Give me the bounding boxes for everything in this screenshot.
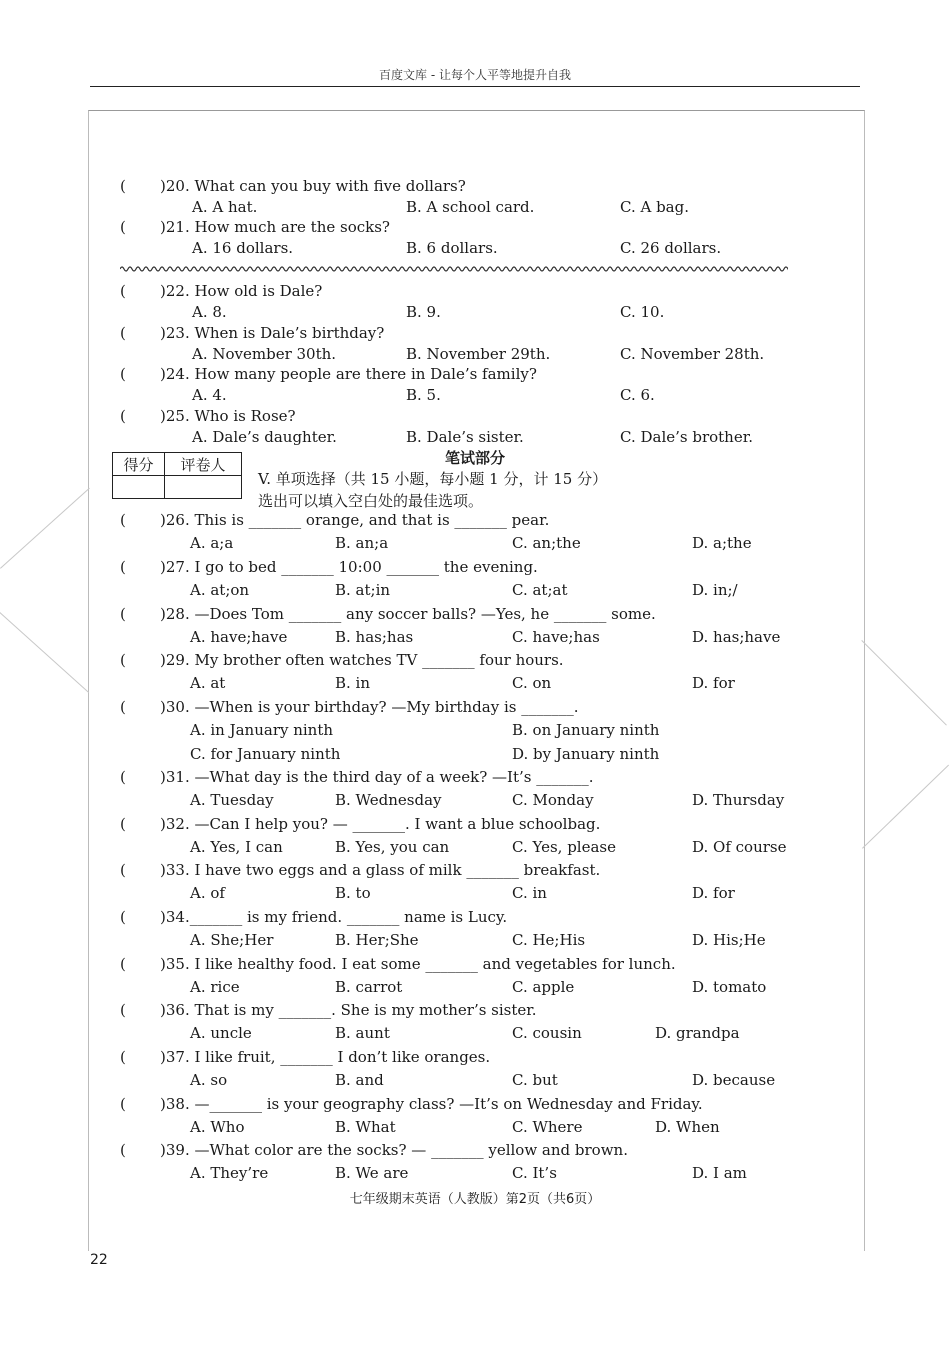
answer-option: B. Her;She <box>335 931 419 949</box>
answer-paren: ( <box>120 365 126 383</box>
question-stem: )23. When is Dale’s birthday? <box>160 323 385 342</box>
answer-option: A. a;a <box>190 534 234 552</box>
answer-option: D. has;have <box>692 628 781 646</box>
answer-option: A. She;Her <box>190 931 274 949</box>
answer-paren: ( <box>120 955 126 973</box>
wavy-separator <box>120 265 788 273</box>
answer-option: B. What <box>335 1118 396 1136</box>
answer-option: B. and <box>335 1071 384 1089</box>
question-stem: )24. How many people are there in Dale’s family? <box>160 365 537 383</box>
question-stem: )34._______ is my friend. _______ name is Lucy. <box>160 908 508 926</box>
answer-paren: ( <box>120 323 126 342</box>
answer-option: B. at;in <box>335 581 391 599</box>
answer-option: A. of <box>190 884 225 902</box>
answer-option: B. aunt <box>335 1024 390 1042</box>
answer-paren: ( <box>120 768 126 786</box>
answer-option: B. 5. <box>406 386 441 404</box>
question-stem: )30. —When is your birthday? —My birthday is _______. <box>160 698 579 716</box>
answer-option: A. have;have <box>190 628 288 646</box>
answer-option: B. has;has <box>335 628 414 646</box>
answer-option: B. Dale’s sister. <box>406 427 524 446</box>
answer-option: D. because <box>692 1071 776 1089</box>
answer-option: A. 8. <box>192 303 227 321</box>
section-title: V. 单项选择（共 15 小题，每小题 1 分，计 15 分） <box>258 470 608 488</box>
question-stem: )33. I have two eggs and a glass of milk _______ breakfast. <box>160 861 601 879</box>
answer-option: C. 26 dollars. <box>620 239 722 257</box>
answer-option: A. Tuesday <box>190 791 274 809</box>
answer-paren: ( <box>120 406 126 425</box>
answer-paren: ( <box>120 1141 126 1159</box>
answer-option: C. at;at <box>512 581 568 599</box>
answer-option: A. Dale’s daughter. <box>192 427 337 446</box>
answer-option: B. We are <box>335 1164 409 1182</box>
answer-option: C. November 28th. <box>620 344 765 363</box>
answer-option: B. on January ninth <box>512 721 660 739</box>
answer-option: D. in;/ <box>692 581 738 599</box>
answer-paren: ( <box>120 558 126 576</box>
answer-option: B. an;a <box>335 534 389 552</box>
answer-option: D. Of course <box>692 838 787 856</box>
answer-option: A. at <box>190 674 226 692</box>
answer-option: A. They’re <box>190 1164 269 1182</box>
answer-option: A. A hat. <box>192 198 258 216</box>
answer-option: B. in <box>335 674 371 692</box>
grader-cell <box>164 476 241 499</box>
answer-option: C. in <box>512 884 547 902</box>
answer-option: B. Wednesday <box>335 791 442 809</box>
answer-option: C. Where <box>512 1118 583 1136</box>
answer-option: A. 4. <box>192 386 227 404</box>
answer-option: D. for <box>692 674 735 692</box>
answer-option: D. grandpa <box>655 1024 740 1042</box>
answer-option: D. Thursday <box>692 791 785 809</box>
question-stem: )20. What can you buy with five dollars? <box>160 177 466 195</box>
answer-option: C. an;the <box>512 534 581 552</box>
question-stem: )38. —_______ is your geography class? —It’s on Wednesday and Friday. <box>160 1095 703 1113</box>
score-label: 得分 <box>113 453 165 476</box>
page-number: 22 <box>90 1252 108 1268</box>
answer-paren: ( <box>120 218 126 236</box>
question-stem: )26. This is _______ orange, and that is _______ pear. <box>160 511 550 529</box>
answer-option: C. for January ninth <box>190 745 341 763</box>
question-stem: )28. —Does Tom _______ any soccer balls? —Yes, he _______ some. <box>160 605 656 623</box>
answer-option: C. cousin <box>512 1024 582 1042</box>
question-stem: )21. How much are the socks? <box>160 218 390 236</box>
answer-option: D. a;the <box>692 534 752 552</box>
question-stem: )36. That is my _______. She is my mother’s sister. <box>160 1001 537 1019</box>
answer-paren: ( <box>120 511 126 529</box>
header-divider <box>90 86 860 87</box>
answer-option: B. 6 dollars. <box>406 239 498 257</box>
answer-option: A. at;on <box>190 581 250 599</box>
question-stem: )35. I like healthy food. I eat some _______ and vegetables for lunch. <box>160 955 676 973</box>
score-cell <box>113 476 165 499</box>
question-stem: )39. —What color are the socks? — _______ yellow and brown. <box>160 1141 628 1159</box>
answer-option: C. Dale’s brother. <box>620 427 754 446</box>
section-written-heading: 笔试部分 <box>444 449 505 467</box>
answer-option: C. Monday <box>512 791 594 809</box>
answer-option: A. Yes, I can <box>190 838 283 856</box>
answer-option: C. have;has <box>512 628 600 646</box>
edge-line <box>0 612 89 693</box>
answer-paren: ( <box>120 698 126 716</box>
answer-option: A. Who <box>190 1118 245 1136</box>
answer-option: A. so <box>190 1071 228 1089</box>
edge-line <box>0 488 90 569</box>
edge-line <box>861 640 947 726</box>
answer-option: D. for <box>692 884 735 902</box>
grader-label: 评卷人 <box>164 453 241 476</box>
answer-option: B. to <box>335 884 371 902</box>
answer-paren: ( <box>120 815 126 833</box>
page-header: 百度文库 - 让每个人平等地提升自我 <box>379 68 571 82</box>
answer-option: B. November 29th. <box>406 344 551 363</box>
answer-option: C. apple <box>512 978 575 996</box>
answer-option: C. 6. <box>620 386 655 404</box>
answer-option: B. carrot <box>335 978 403 996</box>
answer-paren: ( <box>120 651 126 669</box>
edge-line <box>862 765 949 849</box>
page-footer: 七年级期末英语（人教版）第2页（共6页） <box>349 1192 601 1207</box>
question-stem: )31. —What day is the third day of a week? —It’s _______. <box>160 768 594 786</box>
answer-paren: ( <box>120 282 126 300</box>
answer-option: D. tomato <box>692 978 767 996</box>
answer-option: B. A school card. <box>406 198 535 216</box>
question-stem: )37. I like fruit, _______ I don’t like oranges. <box>160 1048 491 1066</box>
answer-paren: ( <box>120 1048 126 1066</box>
answer-option: B. 9. <box>406 303 441 321</box>
answer-option: D. His;He <box>692 931 766 949</box>
question-stem: )25. Who is Rose? <box>160 406 296 425</box>
answer-option: C. but <box>512 1071 558 1089</box>
answer-option: C. on <box>512 674 552 692</box>
answer-option: C. He;His <box>512 931 586 949</box>
answer-paren: ( <box>120 1001 126 1019</box>
question-stem: )22. How old is Dale? <box>160 282 323 300</box>
section-instruction: 选出可以填入空白处的最佳选项。 <box>258 492 484 510</box>
answer-paren: ( <box>120 861 126 879</box>
answer-option: C. A bag. <box>620 198 689 216</box>
answer-option: A. 16 dollars. <box>192 239 294 257</box>
question-stem: )27. I go to bed _______ 10:00 _______ the evening. <box>160 558 538 576</box>
answer-option: C. 10. <box>620 303 665 321</box>
answer-option: C. Yes, please <box>512 838 616 856</box>
answer-option: B. Yes, you can <box>335 838 450 856</box>
answer-option: A. November 30th. <box>192 344 337 363</box>
answer-paren: ( <box>120 1095 126 1113</box>
answer-option: D. I am <box>692 1164 747 1182</box>
answer-option: D. When <box>655 1118 720 1136</box>
answer-option: C. It’s <box>512 1164 557 1182</box>
answer-option: A. in January ninth <box>190 721 334 739</box>
answer-paren: ( <box>120 605 126 623</box>
answer-option: D. by January ninth <box>512 745 660 763</box>
answer-option: A. uncle <box>190 1024 252 1042</box>
answer-paren: ( <box>120 177 126 195</box>
answer-paren: ( <box>120 908 126 926</box>
answer-option: A. rice <box>190 978 240 996</box>
question-stem: )29. My brother often watches TV _______ four hours. <box>160 651 564 669</box>
question-stem: )32. —Can I help you? — _______. I want a blue schoolbag. <box>160 815 601 833</box>
